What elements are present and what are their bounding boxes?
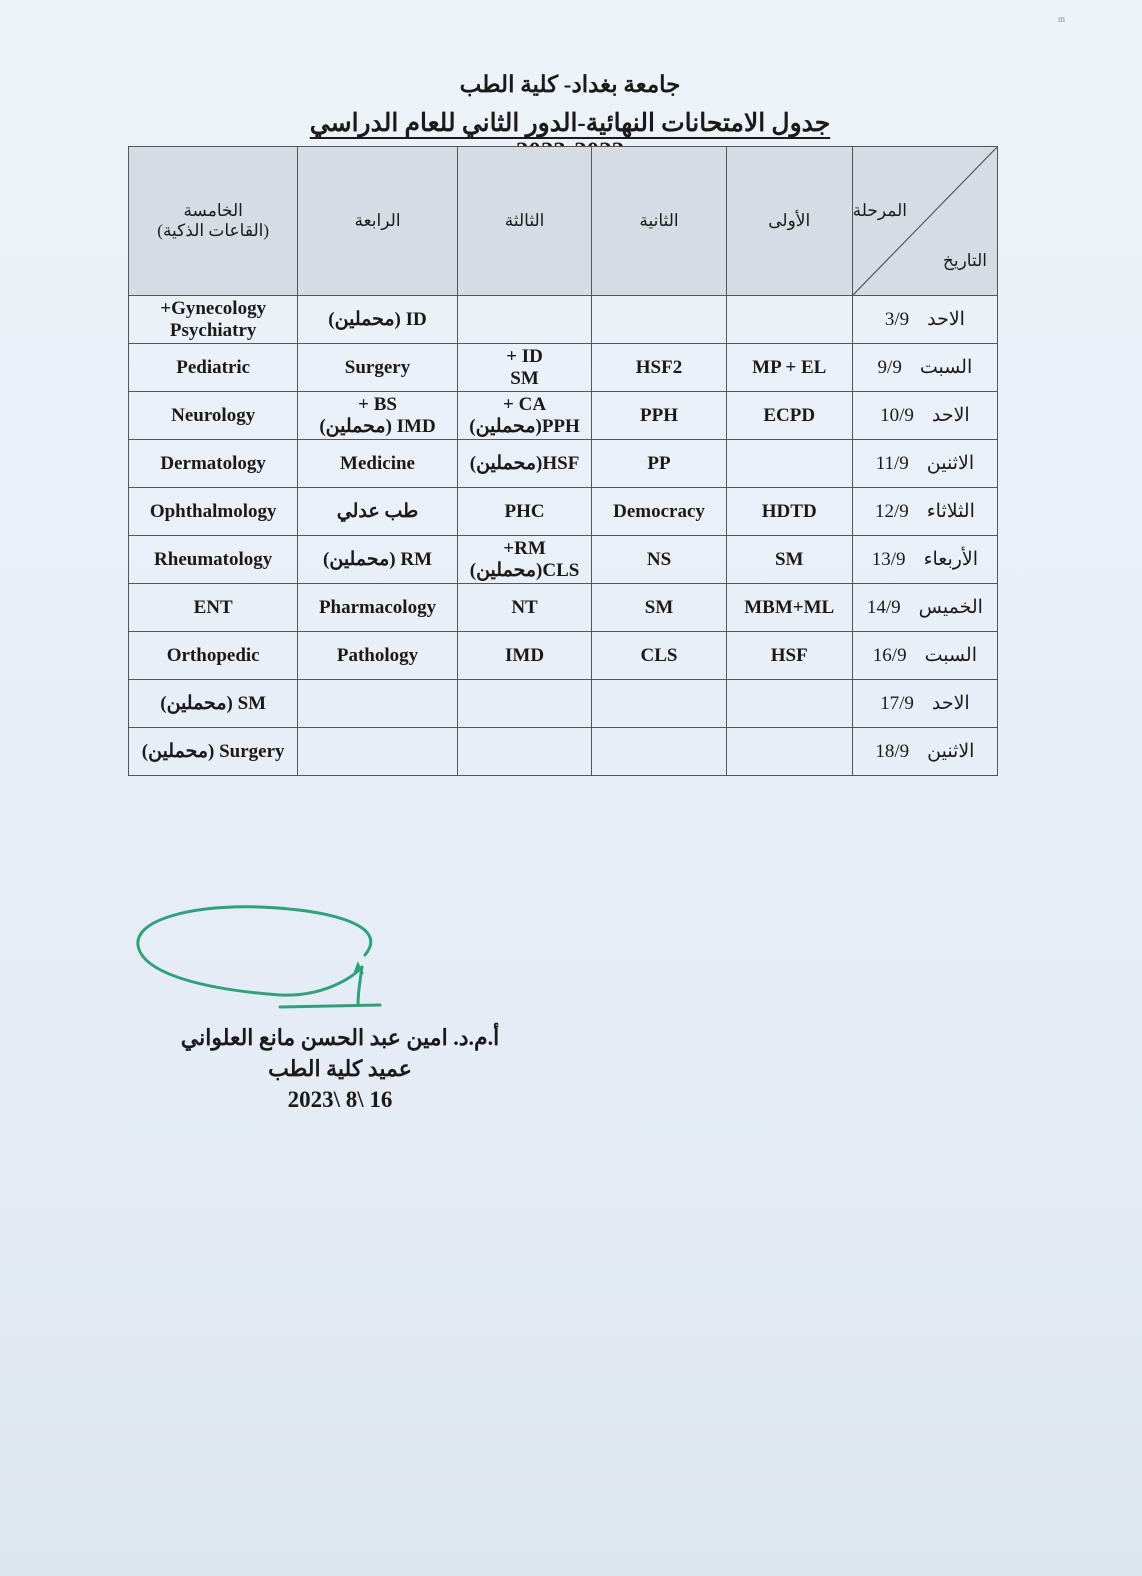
table-row <box>129 584 998 632</box>
table-row <box>129 440 998 488</box>
exam-cell-stage5: Ophthalmology <box>129 488 298 536</box>
date-cell <box>852 536 997 584</box>
date-label: 14/9 <box>866 596 901 618</box>
exam-cell-stage3 <box>457 728 592 776</box>
column-header-stage4: الرابعة <box>298 147 457 296</box>
exam-cell-stage2 <box>592 296 726 344</box>
table-row <box>129 632 998 680</box>
exam-cell-stage3: ID + SM <box>457 344 592 392</box>
exam-cell-stage2: Democracy <box>592 488 726 536</box>
exam-cell-stage2: HSF2 <box>592 344 726 392</box>
diagonal-line <box>853 147 997 295</box>
day-label: الاثنين <box>926 452 975 474</box>
exam-cell-stage2: CLS <box>592 632 726 680</box>
date-cell <box>852 728 997 776</box>
signature-date: 16 \8 \2023 <box>287 1087 393 1112</box>
exam-cell-stage5: Gynecology+ Psychiatry <box>129 296 298 344</box>
exam-cell-stage5: ENT <box>129 584 298 632</box>
corner-header-cell <box>852 147 997 296</box>
corner-stage-label: المرحلة <box>852 201 907 220</box>
exam-cell-stage5: Pediatric <box>129 344 298 392</box>
signer-name: أ.م.د. امين عبد الحسن مانع العلواني <box>180 1025 500 1050</box>
table-row <box>129 728 998 776</box>
date-cell <box>852 584 997 632</box>
table-row <box>129 536 998 584</box>
exam-cell-stage5: SM (محملين) <box>129 680 298 728</box>
date-label: 13/9 <box>871 548 906 570</box>
exam-cell-stage2: PPH <box>592 392 726 440</box>
exam-cell-stage4: Pathology <box>298 632 457 680</box>
day-label: السبت <box>919 356 973 378</box>
date-cell <box>852 344 997 392</box>
exam-cell-stage2: PP <box>592 440 726 488</box>
exam-cell-stage1 <box>726 296 852 344</box>
date-cell <box>852 392 997 440</box>
column-header-stage1: الأولى <box>726 147 852 296</box>
signature-mark <box>130 895 490 1025</box>
exam-cell-stage4: BS + IMD (محملين) <box>298 392 457 440</box>
corner-mark: m <box>1058 14 1066 24</box>
university-heading: جامعة بغداد- كلية الطب <box>459 72 681 97</box>
exam-cell-stage4: Surgery <box>298 344 457 392</box>
exam-cell-stage4 <box>298 728 457 776</box>
document-title: جدول الامتحانات النهائية-الدور الثاني للعام الدراسي <box>309 110 831 137</box>
date-label: 3/9 <box>884 308 910 330</box>
exam-cell-stage4: RM (محملين) <box>298 536 457 584</box>
date-label: 10/9 <box>880 404 914 426</box>
exam-cell-stage1: HDTD <box>726 488 852 536</box>
exam-cell-stage1 <box>726 680 852 728</box>
day-label: الاحد <box>931 692 970 714</box>
day-label: الاحد <box>931 404 970 426</box>
exam-cell-stage4: ID (محملين) <box>298 296 457 344</box>
exam-cell-stage1: HSF <box>726 632 852 680</box>
date-cell <box>852 440 997 488</box>
exam-cell-stage4: Medicine <box>298 440 457 488</box>
table-row <box>129 680 998 728</box>
column-header-stage3: الثالثة <box>457 147 592 296</box>
exam-cell-stage1: SM <box>726 536 852 584</box>
day-label: الاحد <box>927 308 965 330</box>
exam-cell-stage5: Orthopedic <box>129 632 298 680</box>
exam-cell-stage3: NT <box>457 584 592 632</box>
exam-cell-stage5: Rheumatology <box>129 536 298 584</box>
exam-cell-stage5: Neurology <box>129 392 298 440</box>
exam-cell-stage5: Dermatology <box>129 440 298 488</box>
exam-cell-stage1 <box>726 728 852 776</box>
day-label: الثلاثاء <box>926 500 975 522</box>
table-row <box>129 392 998 440</box>
column-header-stage2: الثانية <box>592 147 726 296</box>
exam-cell-stage2 <box>592 680 726 728</box>
date-label: 11/9 <box>875 452 909 474</box>
date-cell <box>852 296 997 344</box>
exam-cell-stage3 <box>457 296 592 344</box>
exam-cell-stage3 <box>457 680 592 728</box>
table-header-row <box>129 147 998 296</box>
date-label: 9/9 <box>877 356 902 378</box>
day-label: الاثنين <box>927 740 975 762</box>
exam-table <box>128 146 998 776</box>
exam-cell-stage3: RM+ CLS(محملين) <box>457 536 592 584</box>
date-cell <box>852 632 997 680</box>
exam-cell-stage5: Surgery (محملين) <box>129 728 298 776</box>
exam-cell-stage3: IMD <box>457 632 592 680</box>
table-row <box>129 344 998 392</box>
date-label: 12/9 <box>874 500 909 522</box>
exam-cell-stage2: SM <box>592 584 726 632</box>
date-label: 16/9 <box>872 644 907 666</box>
exam-cell-stage3: CA + PPH(محملين) <box>457 392 592 440</box>
exam-cell-stage4: Pharmacology <box>298 584 457 632</box>
table-row <box>129 488 998 536</box>
exam-cell-stage1 <box>726 440 852 488</box>
date-cell <box>852 680 997 728</box>
table-body <box>129 296 998 776</box>
exam-cell-stage3: HSF(محملين) <box>457 440 592 488</box>
day-label: الخميس <box>918 596 983 618</box>
exam-cell-stage4 <box>298 680 457 728</box>
exam-cell-stage2 <box>592 728 726 776</box>
exam-cell-stage2: NS <box>592 536 726 584</box>
exam-cell-stage1: MP + EL <box>726 344 852 392</box>
exam-cell-stage4: طب عدلي <box>298 488 457 536</box>
table-row <box>129 296 998 344</box>
date-cell <box>852 488 997 536</box>
day-label: السبت <box>924 644 977 666</box>
exam-cell-stage3: PHC <box>457 488 592 536</box>
column-header-stage5: الخامسة (القاعات الذكية) <box>129 147 298 296</box>
date-label: 18/9 <box>875 740 910 762</box>
day-label: الأربعاء <box>923 548 979 570</box>
exam-cell-stage1: ECPD <box>726 392 852 440</box>
corner-date-label: التاريخ <box>942 251 987 270</box>
date-label: 17/9 <box>880 692 914 714</box>
exam-cell-stage1: MBM+ML <box>726 584 852 632</box>
signer-position: عميد كلية الطب <box>268 1056 412 1081</box>
